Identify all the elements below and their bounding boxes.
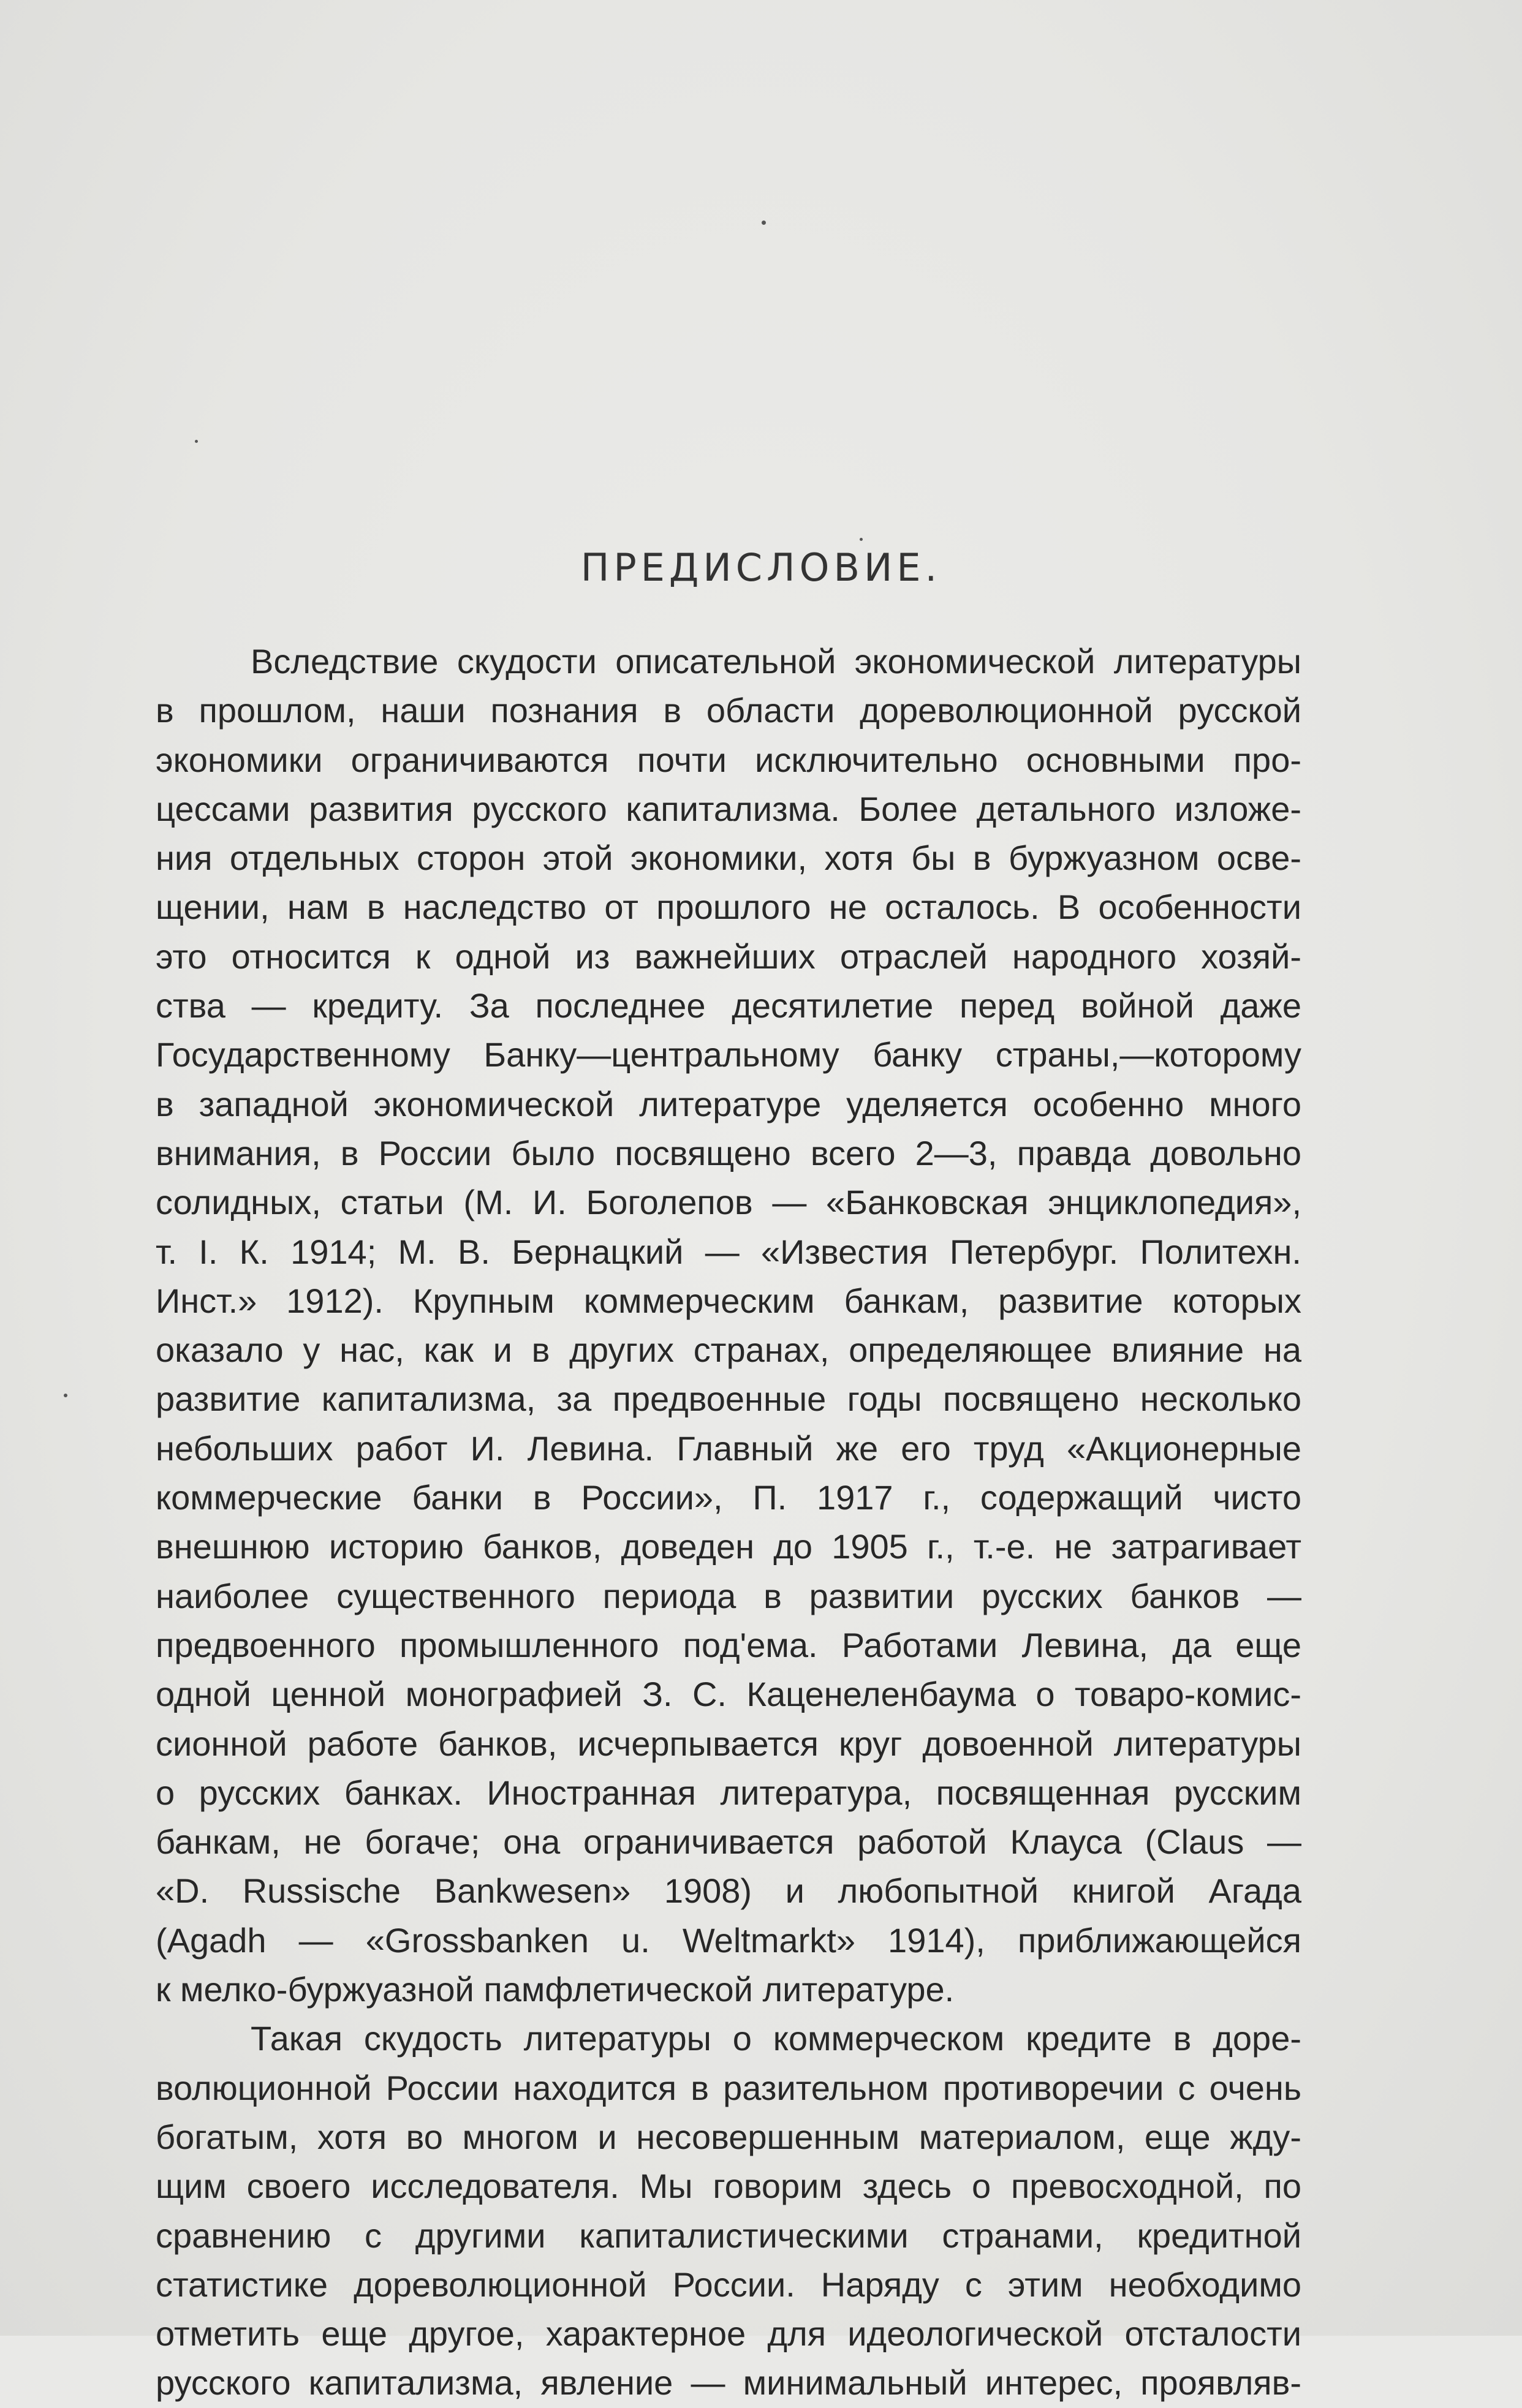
- text-line: (Agadh — «Grossbanken u. Weltmarkt» 1914), приближающейся: [156, 1920, 1301, 1960]
- text-line: Инст.» 1912). Крупным коммерческим банкам, развитие которых: [156, 1281, 1301, 1320]
- text-line: сионной работе банков, исчерпывается круг довоенной литературы: [156, 1724, 1301, 1763]
- text-line: отметить еще другое, характерное для идеологической отсталости: [156, 2314, 1301, 2353]
- dust-speck: [860, 538, 863, 541]
- text-line: щим своего исследователя. Мы говорим здесь о превосходной, по: [156, 2167, 1301, 2206]
- text-line: развитие капитализма, за предвоенные годы посвящено несколько: [156, 1380, 1301, 1419]
- text-line: это относится к одной из важнейших отраслей народного хозяй-: [156, 937, 1301, 976]
- text-line: банкам, не богаче; она ограничивается работой Клауса (Claus —: [156, 1822, 1301, 1862]
- text-line: Вследствие скудости описательной экономической литературы: [251, 642, 1301, 681]
- text-line: солидных, статьи (М. И. Боголепов — «Банковская энциклопедия»,: [156, 1183, 1301, 1222]
- text-line: предвоенного промышленного под'ема. Работами Левина, да еще: [156, 1625, 1301, 1664]
- text-line: о русских банках. Иностранная литература, посвященная русским: [156, 1773, 1301, 1812]
- text-line: ния отдельных сторон этой экономики, хотя бы в буржуазном осве-: [156, 839, 1301, 878]
- text-line: ства — кредиту. За последнее десятилетие перед войной даже: [156, 986, 1301, 1025]
- text-line: внешнюю историю банков, доведен до 1905 г., т.-е. не затрагивает: [156, 1527, 1301, 1566]
- text-line: в прошлом, наши познания в области дореволюционной русской: [156, 691, 1301, 730]
- text-line: богатым, хотя во многом и несовершенным материалом, еще жду-: [156, 2117, 1301, 2156]
- text-line: наиболее существенного периода в развитии русских банков —: [156, 1576, 1301, 1615]
- text-line: одной ценной монографией З. С. Каценеленбаума о товаро-комис-: [156, 1675, 1301, 1714]
- paragraph-1: [156, 637, 1301, 2014]
- text-line: небольших работ И. Левина. Главный же его труд «Акционерные: [156, 1429, 1301, 1468]
- text-line: Государственному Банку—центральному банку страны,—которому: [156, 1035, 1301, 1074]
- text-line: Такая скудость литературы о коммерческом кредите в доре-: [251, 2019, 1301, 2058]
- text-line: цессами развития русского капитализма. Более детального изложе-: [156, 789, 1301, 828]
- text-line: коммерческие банки в России», П. 1917 г., содержащий чисто: [156, 1478, 1301, 1517]
- text-line: оказало у нас, как и в других странах, определяющее влияние на: [156, 1330, 1301, 1370]
- paragraph-2: [156, 2014, 1301, 2407]
- body-text: [156, 637, 1301, 2408]
- text-line: русского капитализма, явление — минимальный интерес, проявляв-: [156, 2363, 1301, 2402]
- text-line: «D. Russische Bankwesen» 1908) и любопытной книгой Агада: [156, 1871, 1301, 1911]
- text-line: щении, нам в наследство от прошлого не осталось. В особенности: [156, 888, 1301, 927]
- text-line: в западной экономической литературе уделяется особенно много: [156, 1084, 1301, 1123]
- text-line: волюционной России находится в разительном противоречии с очень: [156, 2068, 1301, 2107]
- text-line: сравнению с другими капиталистическими странами, кредитной: [156, 2216, 1301, 2255]
- dust-speck: [64, 1394, 67, 1397]
- dust-speck: [195, 440, 198, 443]
- text-line: т. I. К. 1914; М. В. Бернацкий — «Известия Петербург. Политехн.: [156, 1232, 1301, 1271]
- text-line: к мелко-буржуазной памфлетической литературе.: [156, 1970, 955, 2009]
- dust-speck: [762, 221, 766, 225]
- text-line: внимания, в России было посвящено всего 2—3, правда довольно: [156, 1133, 1301, 1172]
- text-line: статистике дореволюционной России. Наряду с этим необходимо: [156, 2265, 1301, 2304]
- text-line: экономики ограничиваются почти исключительно основными про-: [156, 740, 1301, 779]
- page-title: ПРЕДИСЛОВИЕ.: [580, 545, 942, 590]
